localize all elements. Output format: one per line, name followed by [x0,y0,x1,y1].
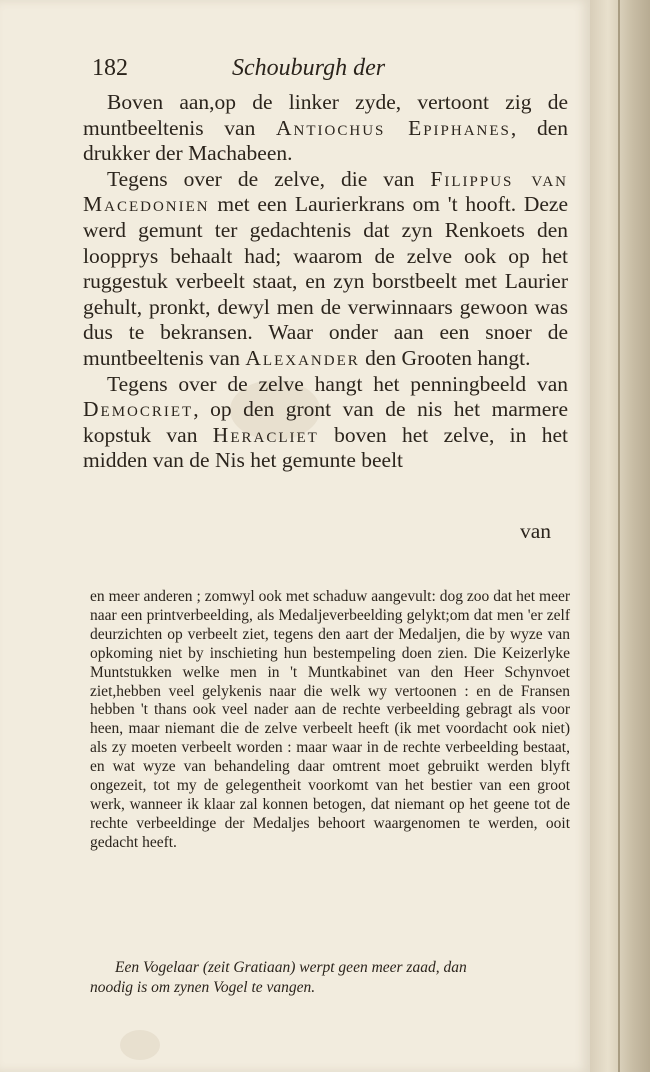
motto-line: Een Vogelaar (zeit Gratiaan) werpt geen meer zaad, dan [115,959,467,976]
catchword: van [520,519,552,543]
text-run: , den drukker der Machabeen. [83,115,569,166]
main-text [83,90,568,474]
text-run: boven het zelve, in het midden van de Nis het gemunte beelt [83,422,568,473]
page-header [92,55,562,89]
name-small-caps: Heracliet [212,422,319,447]
motto [90,958,585,997]
paragraph [83,372,568,474]
page-number: 182 [92,55,128,81]
text-run: den Grooten hangt. [359,345,531,370]
text-run: , op den gront van de nis het marmere kopstuk van [83,397,568,447]
paragraph [83,90,568,167]
gutter-line [618,0,620,1072]
name-small-caps: Antiochus Epiphanes [276,115,511,140]
name-small-caps: Democriet [83,397,194,422]
motto-line: noodig is om zynen Vogel te vangen. [90,978,316,996]
book-gutter [590,0,650,1072]
name-small-caps: Filippus van Macedonien [83,166,568,217]
text-run: Boven aan,op de linker zyde, vertoont zig de muntbeeltenis van [83,90,568,140]
text-run: met een Laurierkrans om 't hooft. Deze werd gemunt ter gedachtenis dat zyn Renkoets den loopprys behaalt had; waarom de zelve ook op het ruggestuk verbeelt staat, en zyn borstbeelt met Laurier gehult, pronkt, dewyl men de verwinnaars gewoon was dus te bekransen. Waar onder aan een snoer de muntbeeltenis van [83,192,568,370]
text-run: Tegens over de zelve, die van [107,166,431,191]
text-run: Tegens over de zelve hangt het penningbeeld van [107,371,568,396]
paper-stain [120,1030,160,1060]
name-small-caps: Alexander [245,345,360,370]
running-head: Schouburgh der [232,55,386,81]
paragraph [83,167,568,372]
footnote: en meer anderen ; zomwyl ook met schaduw aangevult: dog zoo dat het meer naar een printverbeelding, als Medaljeverbeelding gelykt;om dat men 'er zelf deurzichten op verbeelt ziet, tegens den aart der Medaljen, die by wyze van opkoming niet by inschieting hun bestempeling doen zien. Die Keizerlyke Muntstukken welke men in 't Muntkabinet van den Heer Schynvoet ziet,hebben veel gelykenis naar die welk wy vertoonen : en de Fransen hebben 't thans ook veel nader aan de rechte verbeelding gebragt als voor heen, maar niemant die de zelve verbeelt heeft (ik met voordacht ook niet) als zy moeten verbeelt worden : maar waar in de rechte verbeelding bestaat, en wat wyze van behandeling daar omtrent moet gebruikt werden blyft ongezeit, tot my de gelegentheit voorkomt van het bestier van een groot werk, wanneer ik klaar zal konnen betogen, dat niemant op het geene tot de rechte verbeeldinge der Medaljes behoort waargenomen te werden, ooit gedacht heeft. [90,588,570,851]
